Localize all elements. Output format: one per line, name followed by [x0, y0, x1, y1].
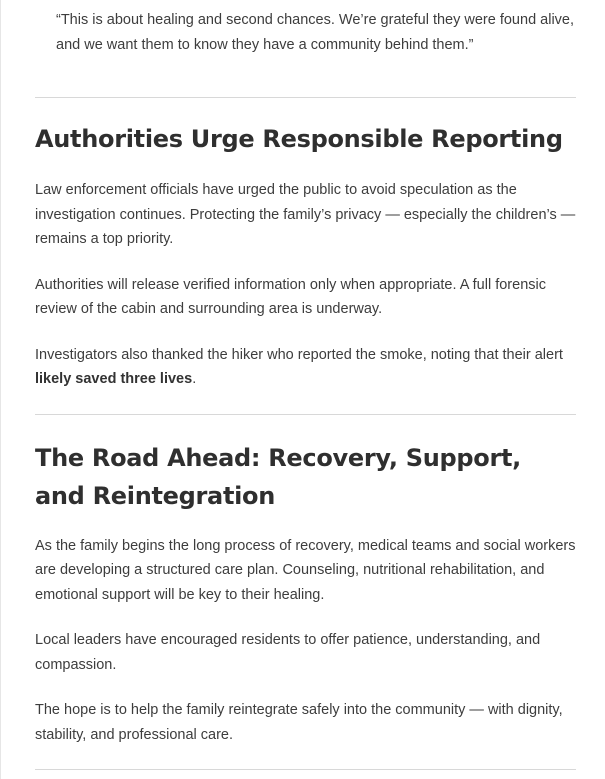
- paragraph-text: Investigators also thanked the hiker who reported the smoke, noting that their alert: [35, 346, 563, 363]
- article-body: [35, 0, 576, 770]
- section-divider: [35, 414, 576, 415]
- paragraph: Law enforcement officials have urged the public to avoid speculation as the investigation continues. Protecting the family’s privacy — especially the children’s — remains a top priority.: [35, 182, 576, 247]
- section-divider: [35, 769, 576, 770]
- paragraph: Authorities will release verified information only when appropriate. A full forensic review of the cabin and surrounding area is underway.: [35, 276, 546, 317]
- section-heading-authorities: Authorities Urge Responsible Reporting: [35, 125, 563, 153]
- paragraph: The hope is to help the family reintegrate safely into the community — with dignity, stability, and professional care.: [35, 702, 563, 743]
- paragraph: [35, 343, 576, 392]
- pull-quote: “This is about healing and second chances. We’re grateful they were found alive, and we want them to know they have a community behind them.”: [56, 12, 575, 53]
- paragraph: As the family begins the long process of recovery, medical teams and social workers are developing a structured care plan. Counseling, nutritional rehabilitation, and emotional support will be key to their healing.: [35, 537, 576, 603]
- section-heading-road-ahead: The Road Ahead: Recovery, Support, and Reintegration: [35, 443, 521, 510]
- paragraph: Local leaders have encouraged residents to offer patience, understanding, and compassion.: [35, 632, 541, 673]
- emphasis-text: likely saved three lives: [35, 371, 193, 387]
- page-left-border: [0, 0, 1, 779]
- paragraph-text: .: [192, 371, 197, 387]
- section-divider: [35, 97, 576, 98]
